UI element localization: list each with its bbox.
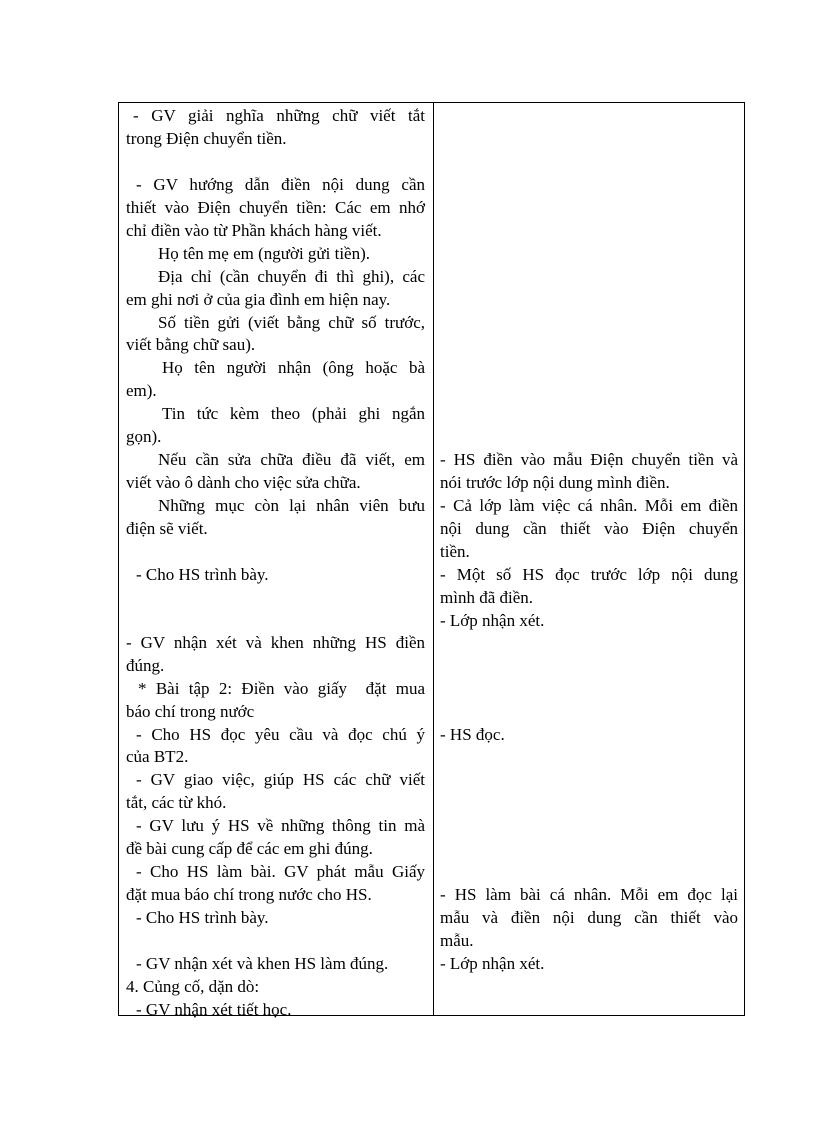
text-line: 4. Củng cố, dặn dò: [126,977,260,996]
text-line: viết vào ô dành cho việc sửa chữa. [126,473,361,492]
text-line: - GV nhận xét và khen HS làm đúng. [136,954,389,973]
text-line: em). [126,381,157,400]
text-line: - HS đọc. [440,725,505,744]
lesson-table [118,102,745,1019]
text-line: - HS điền vào mẫu Điện chuyển tiền và [440,450,738,469]
text-line: đúng. [126,656,165,675]
text-line: - GV nhận xét tiết học. [136,1000,292,1019]
text-line: - Một số HS đọc trước lớp nội dung [440,565,738,584]
text-line: mình đã điền. [440,588,534,607]
text-line: đặt mua báo chí trong nước cho HS. [126,885,372,904]
text-line: mẫu và điền nội dung cần thiết vào [440,908,738,927]
text-line: - HS làm bài cá nhân. Mỗi em đọc lại [440,885,738,904]
text-line: tiền. [440,542,470,561]
text-line: Địa chỉ (cần chuyển đi thì ghi), các [158,267,425,286]
text-line: tắt, các từ khó. [126,793,227,812]
text-line: điện sẽ viết. [126,519,208,538]
student-activities-cell [434,103,744,1015]
text-line: gọn). [126,427,162,446]
text-line: Họ tên mẹ em (người gửi tiền). [158,244,371,263]
text-line: - Cho HS làm bài. GV phát mẫu Giấy [136,862,425,881]
text-line: - GV lưu ý HS về những thông tin mà [136,816,425,835]
text-line: của BT2. [126,747,189,766]
text-line: Họ tên người nhận (ông hoặc bà [162,358,425,377]
text-line: thiết vào Điện chuyển tiền: Các em nhớ [126,198,425,217]
text-line: - GV giao việc, giúp HS các chữ viết [136,770,425,789]
text-line: em ghi nơi ở của gia đình em hiện nay. [126,290,391,309]
text-line: - Lớp nhận xét. [440,954,545,973]
text-line: Số tiền gửi (viết bằng chữ số trước, [158,313,425,332]
text-line: Nếu cần sửa chữa điều đã viết, em [158,450,425,469]
text-line: trong Điện chuyển tiền. [126,129,287,148]
text-line: Tin tức kèm theo (phải ghi ngắn [162,404,425,423]
text-line: - Lớp nhận xét. [440,611,545,630]
text-line: - GV hướng dẫn điền nội dung cần [136,175,425,194]
text-line: báo chí trong nước [126,702,255,721]
text-line: - Cho HS trình bày. [136,565,269,584]
text-line: - Cho HS đọc yêu cầu và đọc chú ý [136,725,425,744]
text-line: * Bài tập 2: Điền vào giấy đặt mua [138,679,425,698]
text-line: đề bài cung cấp để các em ghi đúng. [126,839,373,858]
text-line: - GV nhận xét và khen những HS điền [126,633,425,652]
text-line: - Cả lớp làm việc cá nhân. Mỗi em điền [440,496,738,515]
text-line: Những mục còn lại nhân viên bưu [158,496,425,515]
text-line: viết bằng chữ sau). [126,335,256,354]
text-line: - GV giải nghĩa những chữ viết tắt [133,106,425,125]
text-line: chỉ điền vào từ Phần khách hàng viết. [126,221,382,240]
text-line: nội dung cần thiết vào Điện chuyển [440,519,738,538]
text-line: mẫu. [440,931,474,950]
teacher-activities-cell [119,103,433,1019]
text-line: nói trước lớp nội dung mình điền. [440,473,670,492]
text-line: - Cho HS trình bày. [136,908,269,927]
